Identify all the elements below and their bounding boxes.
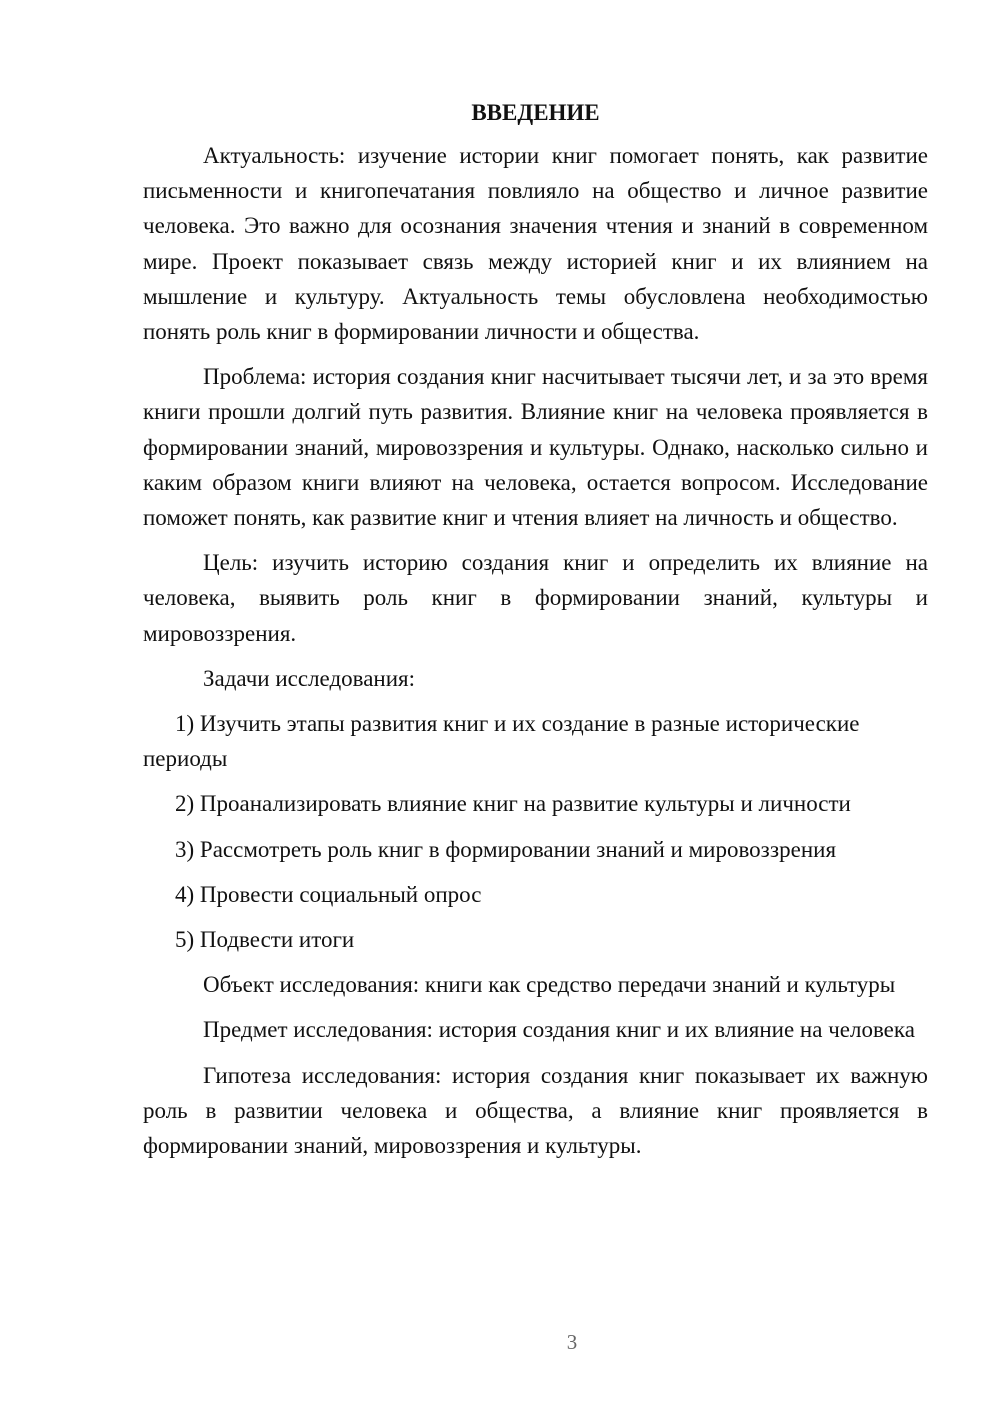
relevance-paragraph: Актуальность: изучение истории книг помогает понять, как развитие письменности и книгопечатания повлияло на общество и личное развитие человека. Это важно для осознания значения чтения и знаний в современном мире. Проект показывает связь между историей книг и их влиянием на мышление и культуру. Актуальность темы обусловлена необходимостью понять роль книг в формировании личности и общества. xyxy=(143,143,928,345)
task-item: 1) Изучить этапы развития книг и их создание в разные исторические периоды xyxy=(143,711,860,772)
problem-paragraph: Проблема: история создания книг насчитывает тысячи лет, и за это время книги прошли долгий путь развития. Влияние книг на человека проявляется в формировании знаний, мировоззрения и культуры. Однако, насколько сильно и каким образом книги влияют на человека, остается вопросом. Исследование поможет понять, как развитие книг и чтения влияет на личность и общество. xyxy=(143,364,928,531)
page-title: ВВЕДЕНИЕ xyxy=(471,100,600,125)
tasks-heading: Задачи исследования: xyxy=(203,665,416,691)
document-page xyxy=(143,95,928,1173)
task-item: 4) Провести социальный опрос xyxy=(175,881,482,907)
task-item: 5) Подвести итоги xyxy=(175,927,355,953)
hypothesis-paragraph: Гипотеза исследования: история создания книг показывает их важную роль в развитии человека и общества, а влияние книг проявляется в формировании знаний, мировоззрения и культуры. xyxy=(143,1062,928,1159)
task-item: 3) Рассмотреть роль книг в формировании знаний и мировоззрения xyxy=(175,836,837,862)
object-paragraph: Объект исследования: книги как средство передачи знаний и культуры xyxy=(203,972,896,998)
task-item: 2) Проанализировать влияние книг на развитие культуры и личности xyxy=(175,791,851,817)
goal-paragraph: Цель: изучить историю создания книг и определить их влияние на человека, выявить роль книг в формировании знаний, культуры и мировоззрения. xyxy=(143,550,928,646)
subject-paragraph: Предмет исследования: история создания книг и их влияние на человека xyxy=(203,1017,915,1043)
page-number: 3 xyxy=(566,1330,578,1354)
